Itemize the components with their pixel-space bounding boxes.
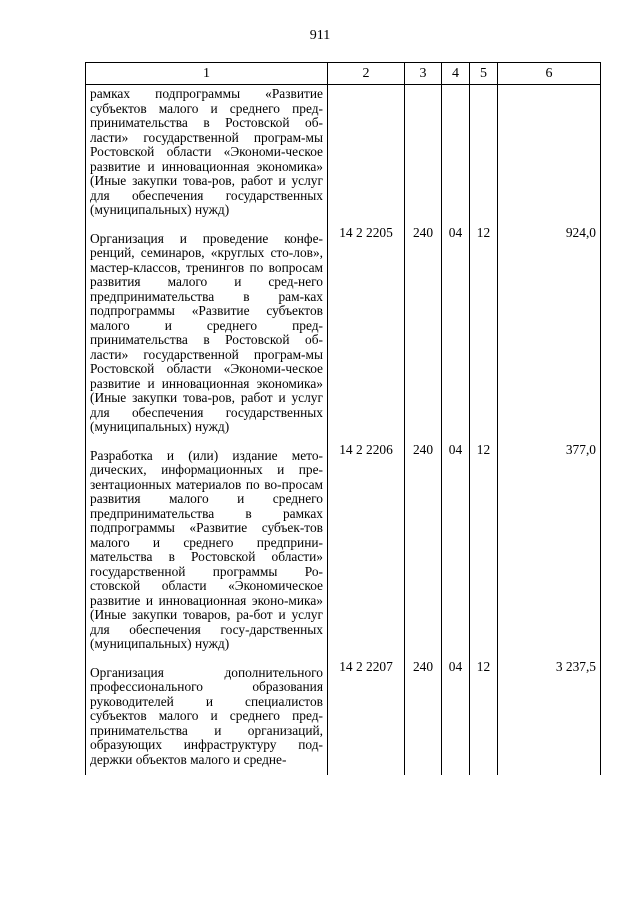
column-header-3: 3 xyxy=(405,63,442,85)
row-pr: 12 xyxy=(470,226,498,443)
row-code: 14 2 2207 xyxy=(328,660,405,776)
page-number: 911 xyxy=(309,28,331,43)
column-header-2: 2 xyxy=(328,63,405,85)
table-row xyxy=(86,85,601,226)
row-rz: 04 xyxy=(442,660,470,776)
row-name: Разработка и (или) издание мето-дических, информационных и пре-зентационных материалов по во-просам развития малого и среднего предпринимательства в рамках подпрограммы «Развитие субъек-тов малого и среднего предприни-мательства в Ростовской области» государственной программы Ро-стовской области «Экономическое развитие и инновационная эконо-мика» (Иные закупки товаров, ра-бот и услуг для обеспечения госу-дарственных (муниципальных) нужд) xyxy=(86,443,328,660)
row-code xyxy=(328,85,405,226)
table-row xyxy=(86,443,601,660)
row-pr xyxy=(470,85,498,226)
row-amount: 377,0 xyxy=(498,443,601,660)
row-pr: 12 xyxy=(470,660,498,776)
row-rz: 04 xyxy=(442,226,470,443)
budget-table xyxy=(85,62,601,775)
header-row xyxy=(86,63,601,85)
row-name: Организация и проведение конфе-ренций, семинаров, «круглых сто-лов», мастер-классов, тренингов по вопросам развития малого и сред-него предпринимательства в рам-ках подпрограммы «Развитие субъектов малого и среднего пред-принимательства в Ростовской об-ласти» государственной програм-мы Ростовской области «Экономи-ческое развитие и инновационная экономика» (Иные закупки това-ров, работ и услуг для обеспечения государственных (муниципальных) нужд) xyxy=(86,226,328,443)
row-vr: 240 xyxy=(405,660,442,776)
column-header-5: 5 xyxy=(470,63,498,85)
row-code: 14 2 2205 xyxy=(328,226,405,443)
row-amount: 3 237,5 xyxy=(498,660,601,776)
row-rz xyxy=(442,85,470,226)
column-header-1: 1 xyxy=(86,63,328,85)
row-name: Организация дополнительного профессионального образования руководителей и специалистов субъектов малого и среднего пред-принимательства и организаций, образующих инфраструктуру под-держки объектов малого и средне- xyxy=(86,660,328,776)
column-header-4: 4 xyxy=(442,63,470,85)
row-amount xyxy=(498,85,601,226)
column-header-6: 6 xyxy=(498,63,601,85)
row-amount: 924,0 xyxy=(498,226,601,443)
table-row xyxy=(86,660,601,776)
row-vr: 240 xyxy=(405,226,442,443)
row-name: рамках подпрограммы «Развитие субъектов малого и среднего пред-принимательства в Ростовской об-ласти» государственной програм-мы Ростовской области «Экономи-ческое развитие и инновационная экономика» (Иные закупки това-ров, работ и услуг для обеспечения государственных (муниципальных) нужд) xyxy=(86,85,328,226)
row-rz: 04 xyxy=(442,443,470,660)
table-row xyxy=(86,226,601,443)
row-pr: 12 xyxy=(470,443,498,660)
row-code: 14 2 2206 xyxy=(328,443,405,660)
row-vr: 240 xyxy=(405,443,442,660)
row-vr xyxy=(405,85,442,226)
